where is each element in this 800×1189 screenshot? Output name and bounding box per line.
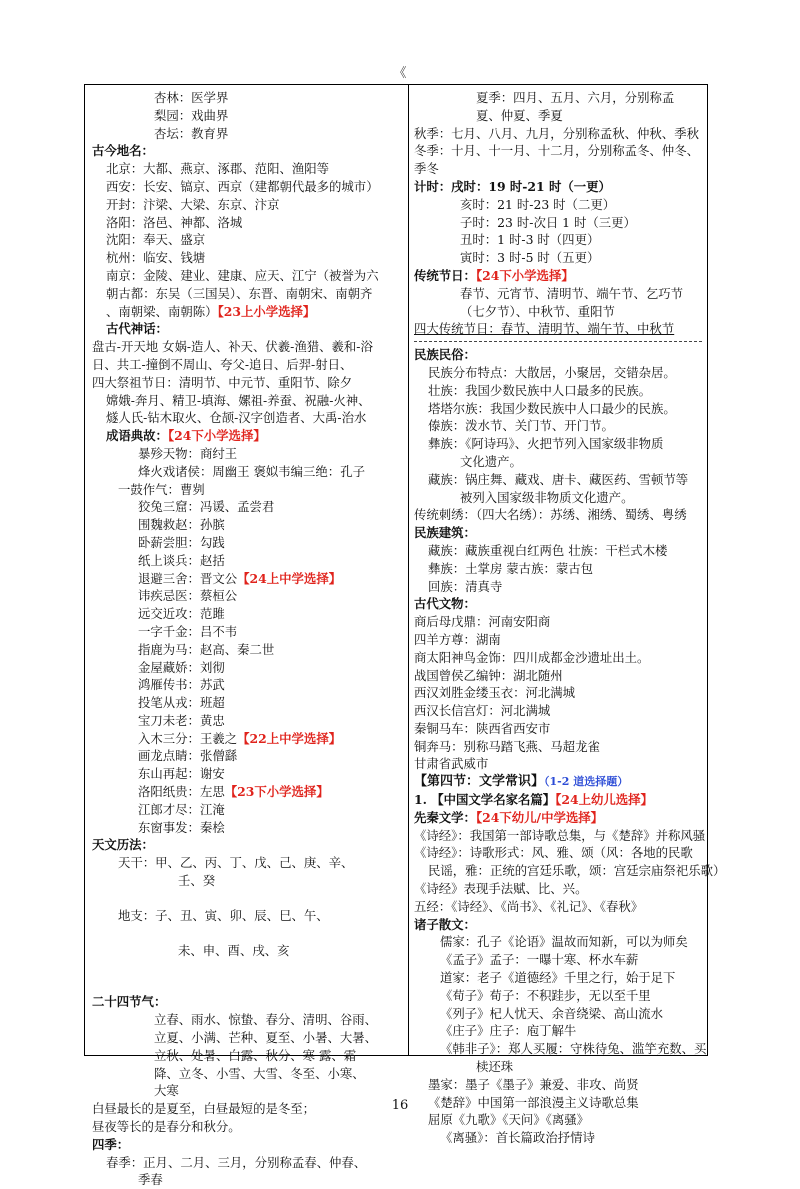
right-line — [414, 89, 702, 107]
line-text: 道家：老子《道德经》千里之行，始于足下 — [440, 970, 676, 986]
line-text: 寅时：3 时-5 时（五更） — [460, 250, 600, 266]
line-text: 立秋、处暑、白露、秋分、寒 露、霜 — [154, 1047, 357, 1063]
right-line — [414, 595, 702, 613]
line-text: 《离骚》：首长篇政治抒情诗 — [440, 1130, 595, 1146]
exam-tag: 【24上幼儿选择】 — [555, 792, 653, 808]
line-text: 战国曾侯乙编钟：湖北随州 — [414, 667, 563, 683]
line-text: 开封：汴梁、大梁、东京、汴京 — [106, 196, 280, 212]
right-line — [414, 1129, 702, 1147]
right-line — [414, 1058, 702, 1076]
right-line — [414, 702, 702, 720]
left-line — [92, 374, 402, 392]
line-text: 《诗经》表现手法赋、比、兴。 — [414, 881, 588, 897]
left-line — [92, 1029, 402, 1047]
line-text: 四羊方尊：湖南 — [414, 631, 501, 647]
line-text: 天干：甲、乙、丙、丁、戊、己、庚、辛、 — [118, 855, 354, 871]
line-text: 四大祭祖节日：清明节、中元节、重阳节、除夕 — [92, 374, 353, 390]
line-text: 天文历法： — [92, 837, 154, 853]
left-line — [92, 819, 402, 837]
left-line — [92, 907, 402, 925]
left-line — [92, 196, 402, 214]
right-line — [414, 773, 702, 791]
line-text: 1. 【中国文学名家名篇】 — [414, 792, 556, 808]
line-text: 江郎才尽：江淹 — [138, 801, 225, 817]
line-text: 《诗经》：我国第一部诗歌总集，与《楚辞》并称风骚 — [414, 827, 706, 843]
line-text: 暴殄天物：商纣王 — [138, 445, 238, 461]
right-line — [414, 791, 702, 809]
right-line — [414, 178, 702, 196]
line-text: 商太阳神鸟金饰：四川成都金沙遗址出土。 — [414, 649, 650, 665]
left-line — [92, 730, 402, 748]
left-line — [92, 356, 402, 374]
line-text: 立春、雨水、惊蛰、春分、清明、谷雨、 — [154, 1012, 378, 1028]
exam-tag: 【24下小学选择】 — [475, 267, 574, 283]
line-text: 狡兔三窟：冯谖、孟尝君 — [138, 499, 275, 515]
line-text: 古代文物： — [414, 596, 476, 612]
right-line — [414, 631, 702, 649]
left-line — [92, 409, 402, 427]
left-line — [92, 338, 402, 356]
right-line — [414, 613, 702, 631]
right-line — [414, 880, 702, 898]
line-text: 计时：戌时：19 时-21 时（一更） — [414, 178, 611, 194]
right-line — [414, 417, 702, 435]
line-text: 、南朝梁、南朝陈） — [106, 303, 218, 319]
left-line — [92, 1154, 402, 1172]
exam-tag: 【24下幼儿/中学选择】 — [475, 809, 604, 825]
line-text: 盘古-开天地 女娲-造人、补天、伏羲-渔猎、羲和-浴 — [92, 339, 373, 355]
left-line — [92, 659, 402, 677]
line-text: 傣族：泼水节、关门节、开门节。 — [428, 418, 614, 434]
right-line — [414, 1111, 702, 1129]
line-text: 白昼最长的是夏至，白昼最短的是冬至； — [92, 1101, 316, 1117]
right-line — [414, 827, 706, 845]
line-text: 西安：长安、镐京、西京（建都朝代最多的城市） — [106, 178, 379, 194]
line-text: 季春 — [138, 1172, 163, 1188]
line-text: 四大传统节日：春节、清明节、端午节、中秋节 — [414, 321, 675, 337]
right-line — [414, 684, 702, 702]
left-line — [92, 942, 402, 960]
left-line — [92, 1171, 402, 1189]
line-text: 鸿雁传书：苏武 — [138, 677, 225, 693]
line-text: 儒家：孔子《论语》温故而知新，可以为师矣 — [440, 934, 688, 950]
right-line — [414, 160, 702, 178]
right-line — [414, 249, 702, 267]
exam-tag: 【23下小学选择】 — [224, 784, 329, 800]
line-text: 墨家：墨子《墨子》兼爱、非攻、尚贤 — [428, 1076, 639, 1092]
line-text: 《孟子》孟子：一曝十寒、杯水车薪 — [440, 952, 639, 968]
right-line — [414, 524, 702, 542]
line-text: 东窗事发：秦桧 — [138, 819, 225, 835]
left-line — [92, 783, 402, 801]
line-text: 杏林：医学界 — [154, 90, 229, 105]
line-text: 远交近攻：范雎 — [138, 606, 225, 622]
right-line — [414, 435, 702, 453]
line-text: 《诗经》：诗歌形式：风、雅、颂（风：各地的民歌 — [414, 845, 693, 861]
line-text: 纸上谈兵：赵括 — [138, 552, 225, 568]
left-line — [92, 993, 402, 1011]
line-text: 传统节日： — [414, 267, 476, 283]
line-text: 民谣，雅：正统的宫廷乐歌，颂：宫廷宗庙祭祀乐歌） — [428, 863, 726, 879]
left-line — [92, 125, 402, 143]
line-text: 立夏、小满、芒种、夏至、小暑、大暑、 — [154, 1030, 378, 1046]
right-line — [414, 560, 702, 578]
line-text: 《列子》杞人忧天、余音绕梁、高山流水 — [440, 1005, 664, 1021]
right-line — [414, 346, 702, 364]
line-text: 成语典故： — [106, 428, 168, 444]
left-line — [92, 463, 402, 481]
right-line — [414, 1022, 702, 1040]
right-line — [414, 125, 702, 143]
right-line — [414, 471, 702, 489]
right-line — [414, 489, 702, 507]
right-line — [414, 542, 702, 560]
line-text: 围魏救赵：孙膑 — [138, 517, 225, 533]
line-text: 东山再起：谢安 — [138, 766, 225, 782]
line-text: 入木三分：王羲之 — [138, 730, 238, 746]
line-text: 投笔从戎：班超 — [138, 695, 225, 711]
left-line — [92, 747, 402, 765]
line-text: （七夕节）、中秋节、重阳节 — [460, 303, 615, 319]
line-text: 未、申、酉、戌、亥 — [178, 942, 290, 958]
line-text: 《韩非子》：郑人买履：守株待兔、滥竽充数、买 — [440, 1041, 707, 1057]
line-text: 宝刀未老：黄忠 — [138, 712, 225, 728]
line-text: 朝古都：东吴（三国吴）、东晋、南朝宋、南朝齐 — [106, 285, 373, 301]
line-text: 夏、仲夏、季夏 — [476, 107, 563, 123]
right-line — [414, 214, 702, 232]
left-line — [92, 516, 402, 534]
left-line — [92, 481, 402, 499]
line-text: 春季：正月、二月、三月，分别称孟春、仲春、 — [106, 1154, 367, 1170]
left-line — [92, 1047, 402, 1065]
line-text: 昼夜等长的是春分和秋分。 — [92, 1119, 241, 1135]
line-text: 燧人氏-钻木取火、仓颉-汉字创造者、大禹-治水 — [106, 410, 367, 426]
line-text: 《楚辞》中国第一部浪漫主义诗歌总集 — [428, 1094, 639, 1110]
right-line — [414, 196, 702, 214]
left-line — [92, 836, 402, 854]
line-text: 大寒 — [154, 1083, 179, 1099]
right-line — [414, 862, 726, 880]
left-column — [92, 89, 402, 1189]
question-count-note: （1-2 道选择题） — [544, 775, 629, 789]
line-text: 民族分布特点：大散居，小聚居，交错杂居。 — [428, 364, 676, 380]
line-text: 退避三舍：晋文公 — [138, 570, 238, 586]
right-line — [414, 320, 702, 338]
line-text: 烽火戏诸侯：周幽王 褒姒韦编三绝：孔子 — [138, 463, 365, 479]
right-line — [414, 107, 702, 125]
line-text: 一字千金：吕不韦 — [138, 623, 238, 639]
exam-tag: 【22上中学选择】 — [237, 730, 342, 746]
right-line — [414, 898, 702, 916]
right-line — [414, 142, 702, 160]
left-line — [92, 605, 402, 623]
right-line — [414, 400, 702, 418]
left-line — [92, 107, 402, 125]
line-text: 一鼓作气：曹刿 — [118, 481, 205, 497]
line-text: 冬季：十月、十一月、十二月，分别称孟冬、仲冬、 — [414, 143, 699, 159]
line-text: 秦铜马车：陕西省西安市 — [414, 720, 551, 736]
line-text: 回族：清真寺 — [428, 578, 503, 594]
line-text: 西汉刘胜金缕玉衣：河北满城 — [414, 685, 576, 701]
right-line — [414, 506, 702, 524]
line-text: 北京：大都、燕京、涿郡、范阳、渔阳等 — [106, 161, 330, 177]
left-line — [92, 1118, 402, 1136]
left-line — [92, 160, 402, 178]
left-line — [92, 303, 402, 321]
line-text: 藏族：藏族重视白红两色 壮族：干栏式木楼 — [428, 542, 668, 558]
line-text: 塔塔尔族：我国少数民族中人口最少的民族。 — [428, 400, 676, 416]
line-text: 降、立冬、小雪、大雪、冬至、小寒、 — [154, 1065, 365, 1081]
line-text: 四季： — [92, 1136, 130, 1152]
line-text: 被列入国家级非物质文化遗产。 — [460, 489, 634, 505]
line-text: 洛阳纸贵：左思 — [138, 784, 225, 800]
line-text: 夏季：四月、五月、六月，分别称孟 — [476, 90, 675, 105]
line-text: 二十四节气： — [92, 994, 167, 1010]
line-text: 甘肃省武威市 — [414, 756, 489, 772]
left-line — [92, 925, 402, 942]
left-line — [92, 676, 402, 694]
line-text: 沈阳：奉天、盛京 — [106, 232, 206, 248]
line-text: 嫦娥-奔月、精卫-填海、嫘祖-养蚕、祝融-火神、 — [106, 392, 371, 408]
line-text: 日、共工-撞倒不周山、夸父-追日、后羿-射日、 — [92, 356, 353, 372]
right-line — [414, 267, 702, 285]
column-divider — [408, 85, 409, 1055]
line-text: 地支：子、丑、寅、卯、辰、巳、午、 — [118, 907, 329, 923]
right-line — [414, 933, 702, 951]
line-text: 杭州：临安、钱塘 — [106, 250, 206, 266]
line-text: 五经：《诗经》、《尚书》、《礼记》、《春秋》 — [414, 898, 644, 914]
line-text: 秋季：七月、八月、九月，分别称孟秋、仲秋、季秋 — [414, 125, 699, 141]
right-line — [414, 916, 702, 934]
line-text: 梨园：戏曲界 — [154, 107, 229, 123]
left-line — [92, 801, 402, 819]
right-line — [414, 987, 702, 1005]
left-line — [92, 587, 402, 605]
right-line — [414, 720, 702, 738]
line-text: 古今地名： — [92, 143, 154, 159]
left-line — [92, 89, 402, 107]
left-line — [92, 641, 402, 659]
page-number: 16 — [391, 1098, 409, 1113]
right-line — [414, 809, 702, 827]
left-line — [92, 959, 402, 976]
right-line — [414, 578, 702, 596]
line-text: 壬、癸 — [178, 873, 216, 889]
line-text: 椟还珠 — [476, 1059, 514, 1075]
line-text: 古代神话： — [106, 321, 168, 337]
left-line — [92, 570, 402, 588]
line-text: 亥时：21 时-23 时（二更） — [460, 196, 616, 212]
left-line — [92, 427, 402, 445]
right-line — [414, 738, 702, 756]
line-text: 彝族：《阿诗玛》、火把节列入国家级非物质 — [428, 436, 664, 452]
line-text: 画龙点睛：张僧繇 — [138, 748, 238, 764]
left-line — [92, 1136, 402, 1154]
exam-tag: 【24下小学选择】 — [167, 428, 266, 444]
line-text: 藏族：锅庄舞、藏戏、唐卡、藏医药、雪顿节等 — [428, 471, 689, 487]
line-text: 季冬 — [414, 161, 439, 177]
exam-tag: 【24上中学选择】 — [237, 570, 342, 586]
left-line — [92, 854, 402, 872]
right-line — [414, 649, 702, 667]
left-line — [92, 623, 402, 641]
right-line — [414, 667, 702, 685]
line-text: 文化遗产。 — [460, 453, 522, 469]
line-text: 子时：23 时-次日 1 时（三更） — [460, 214, 636, 230]
right-line — [414, 969, 702, 987]
left-line — [92, 694, 402, 712]
left-line — [92, 392, 402, 410]
left-line — [92, 890, 402, 907]
line-text: 南京：金陵、建业、建康、应天、江宁（被誉为六 — [106, 267, 379, 283]
line-text: 诸子散文： — [414, 916, 476, 932]
line-text: 卧薪尝胆：勾践 — [138, 534, 225, 550]
line-text: 壮族：我国少数民族中人口最多的民族。 — [428, 382, 652, 398]
right-line — [414, 1005, 702, 1023]
right-line — [414, 951, 702, 969]
right-line — [414, 341, 702, 342]
left-line — [92, 285, 402, 303]
left-line — [92, 872, 402, 890]
right-line — [414, 303, 702, 321]
exam-tag: 【23上小学选择】 — [217, 303, 316, 319]
line-text: 《荀子》荀子：不积跬步，无以至千里 — [440, 987, 651, 1003]
right-line — [414, 1076, 702, 1094]
right-line — [414, 382, 702, 400]
line-text: 杏坛：教育界 — [154, 125, 229, 141]
line-text: 《庄子》庄子：庖丁解牛 — [440, 1023, 577, 1039]
left-line — [92, 1065, 402, 1083]
left-line — [92, 320, 402, 338]
left-line — [92, 178, 402, 196]
line-text: 民族建筑： — [414, 525, 476, 541]
line-text: 传统刺绣：（四大名绣）：苏绣、湘绣、蜀绣、粤绣 — [414, 507, 687, 523]
line-text: 西汉长信宫灯：河北满城 — [414, 703, 551, 719]
line-text: 【第四节：文学常识】 — [414, 774, 545, 790]
line-text: 屈原《九歌》《天问》《离骚》 — [428, 1112, 590, 1128]
left-line — [92, 534, 402, 552]
page-header-mark: 《 — [393, 66, 407, 81]
line-text: 丑时：1 时-3 时（四更） — [460, 232, 600, 248]
line-text: 铜奔马：别称马踏飞燕、马超龙雀 — [414, 738, 600, 754]
left-line — [92, 249, 402, 267]
left-line — [92, 976, 402, 993]
line-text: 民族民俗： — [414, 347, 476, 363]
right-line — [414, 285, 702, 303]
left-line — [92, 231, 402, 249]
line-text: 先秦文学： — [414, 809, 476, 825]
left-line — [92, 712, 402, 730]
left-line — [92, 498, 402, 516]
line-text: 彝族：土掌房 蒙古族：蒙古包 — [428, 560, 594, 576]
line-text: 金屋藏娇：刘彻 — [138, 659, 225, 675]
line-text: 指鹿为马：赵高、秦二世 — [138, 641, 275, 657]
right-line — [414, 364, 702, 382]
line-text: 洛阳：洛邑、神都、洛城 — [106, 214, 243, 230]
line-text: 商后母戊鼎：河南安阳商 — [414, 614, 551, 630]
line-text: 春节、元宵节、清明节、端午节、乞巧节 — [460, 285, 684, 301]
left-line — [92, 1011, 402, 1029]
right-line — [414, 453, 702, 471]
left-line — [92, 267, 402, 285]
right-line — [414, 844, 702, 862]
left-line — [92, 765, 402, 783]
left-line — [92, 445, 402, 463]
right-column — [414, 89, 726, 1147]
left-line — [92, 142, 402, 160]
right-line — [414, 755, 702, 773]
left-line — [92, 214, 402, 232]
left-line — [92, 552, 402, 570]
right-line — [414, 231, 702, 249]
right-line — [414, 1040, 707, 1058]
line-text: 讳疾忌医：蔡桓公 — [138, 588, 238, 604]
